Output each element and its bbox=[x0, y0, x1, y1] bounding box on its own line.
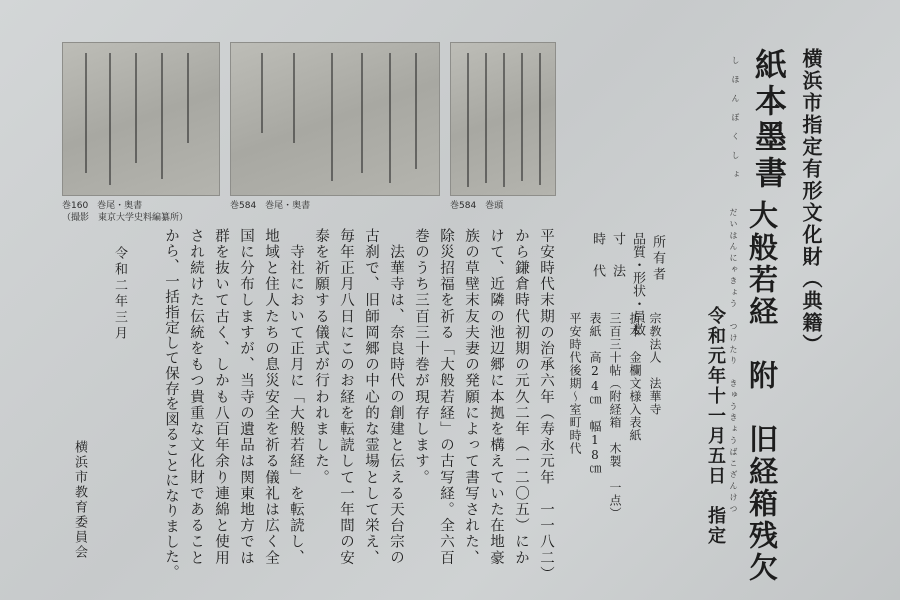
title-line2: 大般若経 附 旧経箱残欠 bbox=[745, 200, 779, 584]
manuscript-photo-3 bbox=[450, 42, 556, 196]
title-line2-ruby: だいはんにゃきょう つけたり きゅうきょうばこざんけつ bbox=[729, 208, 738, 516]
body-line: 地域と住人たちの息災安全を祈る儀礼は広く全 bbox=[263, 228, 279, 567]
meta-period-value: 平安時代後期〜室町時代 bbox=[568, 312, 582, 455]
body-line: 泰を祈願する儀式が行われました。 bbox=[313, 228, 329, 486]
issuer: 横浜市教育委員会 bbox=[72, 440, 87, 560]
photo-1-credit: （撮影 東京大学史料編纂所） bbox=[62, 213, 189, 223]
designation-date: 令和元年十一月五日 指定 bbox=[705, 306, 726, 546]
meta-period-label: 時 代 bbox=[590, 232, 605, 280]
meta-owner-label: 所有者 bbox=[650, 235, 665, 283]
body-line: 法華寺は、奈良時代の創建と伝える天台宗の bbox=[388, 244, 404, 566]
footer-date: 令和二年三月 bbox=[112, 246, 127, 342]
manuscript-photo-2 bbox=[230, 42, 440, 196]
body-line: けて、近隣の池辺郷に本拠を構えていた在地豪 bbox=[488, 228, 504, 567]
body-line: から鎌倉時代初期の元久二年（一二〇五）にか bbox=[513, 228, 529, 567]
body-line: から、一括指定して保存を図ることになりました。 bbox=[163, 228, 179, 580]
body-line: 族の草壁末友夫妻の発願によって書写された、 bbox=[463, 228, 479, 567]
body-line: 巻のうち三百三十巻が現存します。 bbox=[413, 228, 429, 486]
photo-1-caption: 巻160 巻尾・奥書 bbox=[62, 201, 143, 211]
photo-2-caption: 巻584 巻尾・奥書 bbox=[230, 201, 311, 211]
meta-quality-value-2: 三百三十帖（附経箱 木製 一点） bbox=[608, 312, 622, 520]
body-line: 古刹で、旧師岡郷の中心的な霊場として栄え、 bbox=[363, 228, 379, 567]
meta-size-value: 表紙 高24㎝ 幅18㎝ bbox=[588, 312, 602, 476]
meta-size-label: 寸 法 bbox=[610, 232, 625, 280]
title-line1: 紙本墨書 bbox=[750, 48, 788, 192]
body-line: され続けた伝統をもつ貴重な文化財であること bbox=[188, 228, 204, 567]
meta-owner-value: 宗教法人 法華寺 bbox=[648, 312, 662, 416]
meta-quality-value: 折本 金欄文様入表紙 bbox=[628, 312, 642, 442]
meta-quality-label: 品質・形状・員数 bbox=[630, 232, 645, 336]
body-line: 毎年正月八日にこのお経を転読して一年間の安 bbox=[338, 228, 354, 567]
designation: 横浜市指定有形文化財（典籍） bbox=[799, 48, 823, 356]
manuscript-photo-1 bbox=[62, 42, 220, 196]
photo-3-caption: 巻584 巻頭 bbox=[450, 201, 504, 211]
title-line1-ruby: しほんぼくしょ bbox=[731, 56, 740, 189]
body-line: 除災招福を祈る「大般若経」の古写経。全六百 bbox=[438, 228, 454, 567]
body-line: 寺社において正月に「大般若経」を転読し、 bbox=[288, 244, 304, 566]
body-line: 国に分布しますが、当寺の遺品は関東地方では bbox=[238, 228, 254, 567]
body-line: 群を抜いて古く、しかも八百年余り連綿と使用 bbox=[213, 228, 229, 567]
body-line: 平安時代末期の治承六年（寿永元年 一一八二） bbox=[538, 228, 554, 583]
